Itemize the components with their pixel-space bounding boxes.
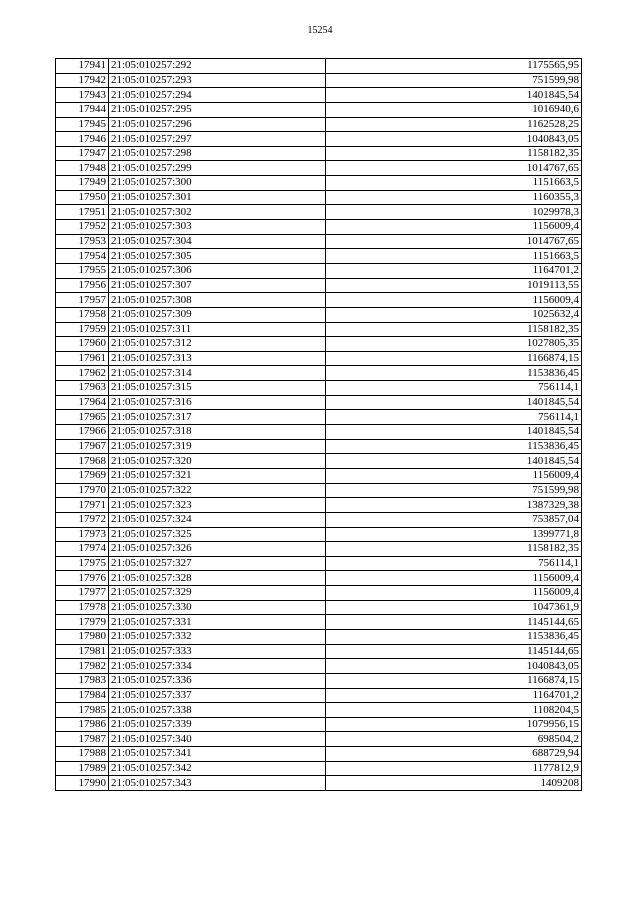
- row-number-cell: 17959: [56, 322, 109, 337]
- table-row: [56, 102, 582, 117]
- cadastral-number-cell: 21:05:010257:341: [109, 747, 326, 762]
- row-number-cell: 17951: [56, 205, 109, 220]
- cadastral-value-cell: 1145144,65: [326, 615, 582, 630]
- cadastral-number-cell: 21:05:010257:319: [109, 439, 326, 454]
- cadastral-value-cell: 1401845,54: [326, 425, 582, 440]
- table-row: [56, 586, 582, 601]
- table-row: [56, 293, 582, 308]
- table-row: [56, 132, 582, 147]
- row-number-cell: 17952: [56, 220, 109, 235]
- cadastral-number-cell: 21:05:010257:337: [109, 688, 326, 703]
- cadastral-number-cell: 21:05:010257:340: [109, 732, 326, 747]
- cadastral-value-cell: 1409208: [326, 776, 582, 791]
- row-number-cell: 17980: [56, 629, 109, 644]
- registry-table: [55, 58, 582, 791]
- row-number-cell: 17988: [56, 747, 109, 762]
- table-row: [56, 425, 582, 440]
- cadastral-value-cell: 1177812,9: [326, 761, 582, 776]
- table-row: [56, 176, 582, 191]
- cadastral-number-cell: 21:05:010257:343: [109, 776, 326, 791]
- cadastral-value-cell: 1151663,5: [326, 249, 582, 264]
- cadastral-value-cell: 1019113,55: [326, 278, 582, 293]
- cadastral-value-cell: 1153836,45: [326, 439, 582, 454]
- cadastral-value-cell: 1040843,05: [326, 132, 582, 147]
- table-row: [56, 717, 582, 732]
- row-number-cell: 17976: [56, 571, 109, 586]
- table-row: [56, 410, 582, 425]
- cadastral-value-cell: 1158182,35: [326, 542, 582, 557]
- row-number-cell: 17981: [56, 644, 109, 659]
- row-number-cell: 17962: [56, 366, 109, 381]
- table-row: [56, 673, 582, 688]
- table-row: [56, 644, 582, 659]
- table-row: [56, 205, 582, 220]
- cadastral-value-cell: 1108204,5: [326, 703, 582, 718]
- cadastral-number-cell: 21:05:010257:304: [109, 234, 326, 249]
- cadastral-value-cell: 1399771,8: [326, 527, 582, 542]
- cadastral-value-cell: 1145144,65: [326, 644, 582, 659]
- row-number-cell: 17942: [56, 73, 109, 88]
- cadastral-value-cell: 1025632,4: [326, 307, 582, 322]
- cadastral-number-cell: 21:05:010257:334: [109, 659, 326, 674]
- table-row: [56, 439, 582, 454]
- table-row: [56, 527, 582, 542]
- table-row: [56, 776, 582, 791]
- row-number-cell: 17979: [56, 615, 109, 630]
- table-row: [56, 615, 582, 630]
- row-number-cell: 17950: [56, 190, 109, 205]
- cadastral-number-cell: 21:05:010257:296: [109, 117, 326, 132]
- table-row: [56, 747, 582, 762]
- cadastral-value-cell: 1014767,65: [326, 161, 582, 176]
- row-number-cell: 17965: [56, 410, 109, 425]
- table-row: [56, 366, 582, 381]
- table-row: [56, 249, 582, 264]
- row-number-cell: 17970: [56, 483, 109, 498]
- row-number-cell: 17944: [56, 102, 109, 117]
- cadastral-value-cell: 1153836,45: [326, 629, 582, 644]
- row-number-cell: 17954: [56, 249, 109, 264]
- cadastral-number-cell: 21:05:010257:309: [109, 307, 326, 322]
- cadastral-number-cell: 21:05:010257:315: [109, 381, 326, 396]
- table-row: [56, 542, 582, 557]
- cadastral-number-cell: 21:05:010257:299: [109, 161, 326, 176]
- row-number-cell: 17973: [56, 527, 109, 542]
- row-number-cell: 17978: [56, 600, 109, 615]
- cadastral-number-cell: 21:05:010257:322: [109, 483, 326, 498]
- cadastral-value-cell: 1014767,65: [326, 234, 582, 249]
- cadastral-number-cell: 21:05:010257:320: [109, 454, 326, 469]
- cadastral-number-cell: 21:05:010257:342: [109, 761, 326, 776]
- row-number-cell: 17974: [56, 542, 109, 557]
- cadastral-number-cell: 21:05:010257:327: [109, 556, 326, 571]
- cadastral-value-cell: 756114,1: [326, 410, 582, 425]
- cadastral-number-cell: 21:05:010257:312: [109, 337, 326, 352]
- table-row: [56, 337, 582, 352]
- cadastral-value-cell: 1156009,4: [326, 571, 582, 586]
- row-number-cell: 17977: [56, 586, 109, 601]
- cadastral-number-cell: 21:05:010257:318: [109, 425, 326, 440]
- table-row: [56, 381, 582, 396]
- row-number-cell: 17956: [56, 278, 109, 293]
- cadastral-value-cell: 1401845,54: [326, 454, 582, 469]
- cadastral-number-cell: 21:05:010257:306: [109, 263, 326, 278]
- cadastral-number-cell: 21:05:010257:316: [109, 395, 326, 410]
- cadastral-number-cell: 21:05:010257:313: [109, 351, 326, 366]
- cadastral-value-cell: 1166874,15: [326, 351, 582, 366]
- row-number-cell: 17947: [56, 146, 109, 161]
- row-number-cell: 17963: [56, 381, 109, 396]
- row-number-cell: 17961: [56, 351, 109, 366]
- cadastral-number-cell: 21:05:010257:301: [109, 190, 326, 205]
- table-row: [56, 556, 582, 571]
- cadastral-value-cell: 1164701,2: [326, 688, 582, 703]
- cadastral-number-cell: 21:05:010257:308: [109, 293, 326, 308]
- row-number-cell: 17971: [56, 498, 109, 513]
- cadastral-value-cell: 1040843,05: [326, 659, 582, 674]
- cadastral-value-cell: 1151663,5: [326, 176, 582, 191]
- cadastral-value-cell: 1175565,95: [326, 59, 582, 74]
- cadastral-value-cell: 1162528,25: [326, 117, 582, 132]
- table-row: [56, 703, 582, 718]
- cadastral-number-cell: 21:05:010257:305: [109, 249, 326, 264]
- cadastral-value-cell: 1166874,15: [326, 673, 582, 688]
- table-row: [56, 190, 582, 205]
- cadastral-value-cell: 688729,94: [326, 747, 582, 762]
- table-row: [56, 307, 582, 322]
- cadastral-value-cell: 1156009,4: [326, 586, 582, 601]
- table-row: [56, 512, 582, 527]
- registry-table-body: [56, 59, 582, 791]
- table-row: [56, 59, 582, 74]
- row-number-cell: 17948: [56, 161, 109, 176]
- cadastral-number-cell: 21:05:010257:331: [109, 615, 326, 630]
- cadastral-number-cell: 21:05:010257:303: [109, 220, 326, 235]
- row-number-cell: 17986: [56, 717, 109, 732]
- row-number-cell: 17949: [56, 176, 109, 191]
- cadastral-value-cell: 1401845,54: [326, 395, 582, 410]
- cadastral-number-cell: 21:05:010257:302: [109, 205, 326, 220]
- table-row: [56, 161, 582, 176]
- table-row: [56, 659, 582, 674]
- cadastral-number-cell: 21:05:010257:325: [109, 527, 326, 542]
- row-number-cell: 17964: [56, 395, 109, 410]
- table-row: [56, 220, 582, 235]
- cadastral-value-cell: 756114,1: [326, 381, 582, 396]
- table-row: [56, 234, 582, 249]
- cadastral-value-cell: 1401845,54: [326, 88, 582, 103]
- cadastral-value-cell: 1387329,38: [326, 498, 582, 513]
- cadastral-number-cell: 21:05:010257:300: [109, 176, 326, 191]
- cadastral-value-cell: 1029978,3: [326, 205, 582, 220]
- table-row: [56, 468, 582, 483]
- row-number-cell: 17987: [56, 732, 109, 747]
- cadastral-number-cell: 21:05:010257:293: [109, 73, 326, 88]
- table-row: [56, 454, 582, 469]
- row-number-cell: 17941: [56, 59, 109, 74]
- row-number-cell: 17968: [56, 454, 109, 469]
- table-row: [56, 761, 582, 776]
- table-row: [56, 395, 582, 410]
- cadastral-number-cell: 21:05:010257:314: [109, 366, 326, 381]
- row-number-cell: 17955: [56, 263, 109, 278]
- cadastral-value-cell: 1158182,35: [326, 322, 582, 337]
- cadastral-number-cell: 21:05:010257:307: [109, 278, 326, 293]
- cadastral-value-cell: 751599,98: [326, 73, 582, 88]
- table-row: [56, 629, 582, 644]
- cadastral-number-cell: 21:05:010257:326: [109, 542, 326, 557]
- cadastral-number-cell: 21:05:010257:329: [109, 586, 326, 601]
- cadastral-number-cell: 21:05:010257:332: [109, 629, 326, 644]
- row-number-cell: 17967: [56, 439, 109, 454]
- row-number-cell: 17983: [56, 673, 109, 688]
- row-number-cell: 17957: [56, 293, 109, 308]
- cadastral-number-cell: 21:05:010257:330: [109, 600, 326, 615]
- table-row: [56, 483, 582, 498]
- cadastral-value-cell: 1156009,4: [326, 220, 582, 235]
- cadastral-value-cell: 751599,98: [326, 483, 582, 498]
- row-number-cell: 17958: [56, 307, 109, 322]
- cadastral-value-cell: 1164701,2: [326, 263, 582, 278]
- page-number: 15254: [307, 25, 333, 36]
- table-row: [56, 146, 582, 161]
- cadastral-value-cell: 1156009,4: [326, 468, 582, 483]
- row-number-cell: 17946: [56, 132, 109, 147]
- row-number-cell: 17969: [56, 468, 109, 483]
- cadastral-value-cell: 698504,2: [326, 732, 582, 747]
- table-row: [56, 600, 582, 615]
- row-number-cell: 17972: [56, 512, 109, 527]
- cadastral-value-cell: 756114,1: [326, 556, 582, 571]
- cadastral-number-cell: 21:05:010257:317: [109, 410, 326, 425]
- table-row: [56, 351, 582, 366]
- cadastral-number-cell: 21:05:010257:338: [109, 703, 326, 718]
- cadastral-number-cell: 21:05:010257:297: [109, 132, 326, 147]
- cadastral-number-cell: 21:05:010257:324: [109, 512, 326, 527]
- table-row: [56, 263, 582, 278]
- cadastral-number-cell: 21:05:010257:321: [109, 468, 326, 483]
- table-row: [56, 88, 582, 103]
- table-row: [56, 278, 582, 293]
- cadastral-value-cell: 1079956,15: [326, 717, 582, 732]
- cadastral-number-cell: 21:05:010257:328: [109, 571, 326, 586]
- row-number-cell: 17985: [56, 703, 109, 718]
- cadastral-value-cell: 1047361,9: [326, 600, 582, 615]
- row-number-cell: 17990: [56, 776, 109, 791]
- table-row: [56, 732, 582, 747]
- cadastral-value-cell: 1153836,45: [326, 366, 582, 381]
- table-row: [56, 571, 582, 586]
- cadastral-value-cell: 1016940,6: [326, 102, 582, 117]
- cadastral-value-cell: 1158182,35: [326, 146, 582, 161]
- table-row: [56, 322, 582, 337]
- cadastral-value-cell: 1156009,4: [326, 293, 582, 308]
- table-row: [56, 117, 582, 132]
- table-row: [56, 498, 582, 513]
- cadastral-number-cell: 21:05:010257:323: [109, 498, 326, 513]
- cadastral-number-cell: 21:05:010257:336: [109, 673, 326, 688]
- cadastral-number-cell: 21:05:010257:339: [109, 717, 326, 732]
- row-number-cell: 17989: [56, 761, 109, 776]
- row-number-cell: 17966: [56, 425, 109, 440]
- row-number-cell: 17960: [56, 337, 109, 352]
- cadastral-number-cell: 21:05:010257:295: [109, 102, 326, 117]
- cadastral-value-cell: 1027805,35: [326, 337, 582, 352]
- table-row: [56, 73, 582, 88]
- cadastral-number-cell: 21:05:010257:333: [109, 644, 326, 659]
- row-number-cell: 17943: [56, 88, 109, 103]
- cadastral-value-cell: 753857,04: [326, 512, 582, 527]
- table-row: [56, 688, 582, 703]
- cadastral-number-cell: 21:05:010257:311: [109, 322, 326, 337]
- row-number-cell: 17975: [56, 556, 109, 571]
- cadastral-number-cell: 21:05:010257:292: [109, 59, 326, 74]
- row-number-cell: 17984: [56, 688, 109, 703]
- row-number-cell: 17945: [56, 117, 109, 132]
- row-number-cell: 17953: [56, 234, 109, 249]
- cadastral-number-cell: 21:05:010257:298: [109, 146, 326, 161]
- row-number-cell: 17982: [56, 659, 109, 674]
- cadastral-value-cell: 1160355,3: [326, 190, 582, 205]
- cadastral-number-cell: 21:05:010257:294: [109, 88, 326, 103]
